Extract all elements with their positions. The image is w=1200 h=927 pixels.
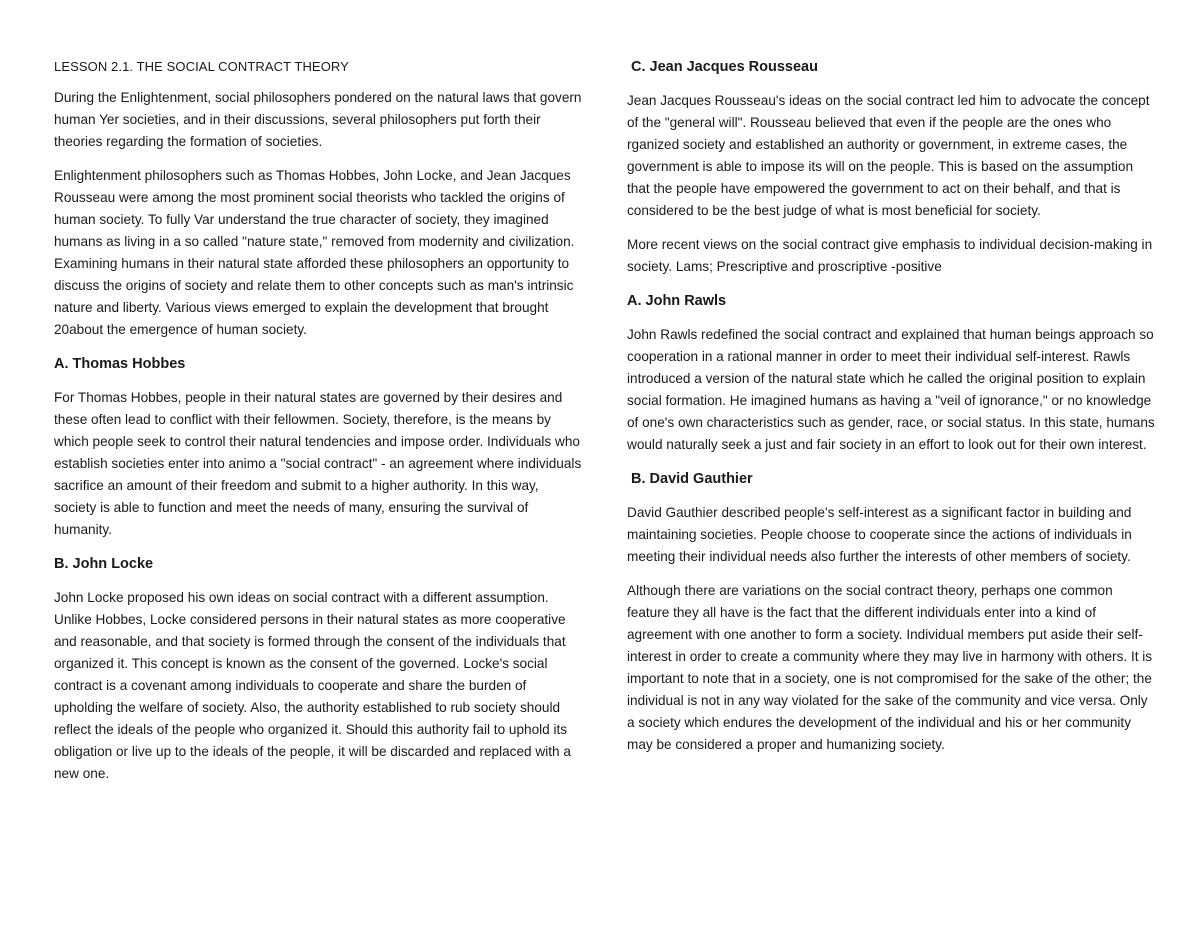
rawls-paragraph: John Rawls redefined the social contract and explained that human beings approach so cooperation in a rational manner in order to meet their individual self-interest. Rawls introduced a version of the natural state which he called the original position to explain social formation. He imagined humans as having a "veil of ignorance," or no knowledge of one's own characteristics such as gender, race, or social status. In this state, humans would naturally seek a just and fair society in an effort to look out for their own interest.	[627, 327, 1155, 452]
rousseau-paragraph: Jean Jacques Rousseau's ideas on the social contract led him to advocate the concept of the "general will". Rousseau believed that even if the people are the ones who rganized society and established an authority or government, in extreme cases, the government is able to impose its will on the people. This is based on the assumption that the people have empowered the government to act on their behalf, and that is considered to be the best judge of what is most beneficial for society.	[627, 93, 1150, 218]
recent-views-paragraph: More recent views on the social contract give emphasis to individual decision-making in society. Lams; Prescriptive and proscriptive -positive	[627, 237, 1153, 274]
locke-heading: B. John Locke	[54, 556, 154, 572]
intro-paragraph-2: Enlightenment philosophers such as Thomas Hobbes, John Locke, and Jean Jacques Rousseau were among the most prominent social theorists who tackled the origins of human society. To fully Var understand the true character of society, they imagined humans as living in a so called "nature state," removed from modernity and civilization. Examining humans in their natural state afforded these philosophers an opportunity to discuss the origins of society and relate them to other concepts such as man's intrinsic nature and liberty. Various views emerged to explain the development that brought 20about the emergence of human society.	[54, 168, 575, 337]
gauthier-heading: B. David Gauthier	[631, 471, 753, 487]
conclusion-paragraph: Although there are variations on the social contract theory, perhaps one common feature they all have is the fact that the different individuals enter into a kind of agreement with one another to form a society. Individual members put aside their self-interest in order to create a community where they may live in harmony with others. It is important to note that in a society, one is not compromised for the sake of the other; the individual is not in any way violated for the sake of the community and vice versa. Only a society which endures the development of the individual and his or her community may be considered a proper and humanizing society.	[627, 583, 1153, 752]
gauthier-paragraph: David Gauthier described people's self-interest as a significant factor in building and maintaining societies. People choose to cooperate since the actions of individuals in meeting their individual needs also further the interests of other members of society.	[627, 505, 1132, 564]
lesson-title: LESSON 2.1. THE SOCIAL CONTRACT THEORY	[54, 59, 349, 74]
hobbes-paragraph: For Thomas Hobbes, people in their natural states are governed by their desires and these often lead to conflict with their fellowmen. Society, therefore, is the means by which people seek to control their natural tendencies and impose order. Individuals who establish societies enter into animo a "social contract" - an agreement where individuals sacrifice an amount of their freedom and submit to a higher authority. In this way, society is able to function and meet the needs of many, ensuring the survival of humanity.	[54, 390, 582, 537]
right-column	[627, 56, 1157, 768]
locke-paragraph: John Locke proposed his own ideas on social contract with a different assumption. Unlike Hobbes, Locke considered persons in their natural states as more cooperative and reasonable, and that society is formed through the consent of the individuals that organized it. This concept is known as the consent of the governed. Locke's social contract is a covenant among individuals to cooperate and share the burden of upholding the welfare of society. Also, the authority established to rub society should reflect the ideals of the people who organized it. Should this authority fail to uphold its obligation or live up to the ideals of the people, it will be discarded and replaced with a new one.	[54, 590, 571, 781]
left-column	[54, 56, 584, 797]
rousseau-heading: C. Jean Jacques Rousseau	[631, 59, 818, 75]
hobbes-heading: A. Thomas Hobbes	[54, 356, 186, 372]
intro-paragraph-1: During the Enlightenment, social philosophers pondered on the natural laws that govern human Yer societies, and in their discussions, several philosophers put forth their theories regarding the formation of societies.	[54, 90, 582, 149]
rawls-heading: A. John Rawls	[627, 293, 727, 309]
